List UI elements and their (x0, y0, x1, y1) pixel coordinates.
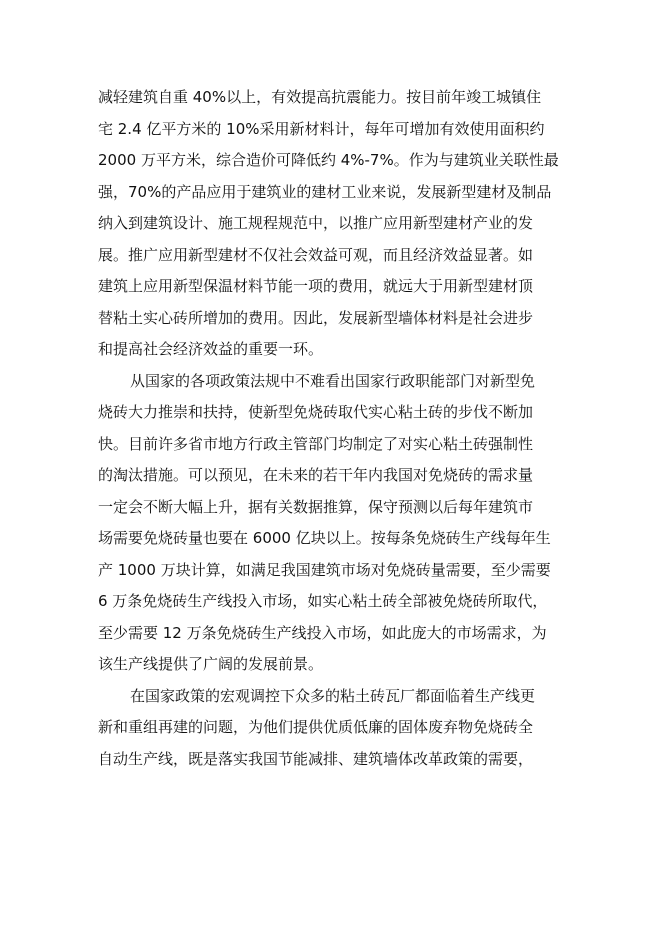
text-line: 强，70%的产品应用于建筑业的建材工业来说，发展新型建材及制品 (98, 182, 552, 201)
text-line: 减轻建筑自重 40%以上，有效提高抗震能力。按目前年竣工城镇住 (98, 88, 542, 106)
text-line: 自动生产线，既是落实我国节能减排、建筑墙体改革政策的需要， (98, 749, 534, 768)
text-line: 2000 万平方米，综合造价可降低约 4%-7%。作为与建筑业关联性最 (98, 151, 559, 169)
text-line: 产 1000 万块计算，如满足我国建筑市场对免烧砖量需要，至少需要 (98, 560, 551, 579)
text-line: 纳入到建筑设计、施工规程规范中，以推广应用新型建材产业的发 (98, 214, 534, 232)
paragraph-1 (98, 82, 568, 366)
paragraph-2 (98, 366, 568, 681)
text-line: 建筑上应用新型保温材料节能一项的费用，就远大于用新型建材顶 (98, 277, 534, 295)
text-line: 替粘土实心砖所增加的费用。因此，发展新型墙体材料是社会进步 (98, 308, 534, 327)
text-line: 展。推广应用新型建材不仅社会效益可观，而且经济效益显著。如 (98, 245, 534, 264)
text-line: 该生产线提供了广阔的发展前景。 (98, 655, 324, 673)
document-body (98, 82, 568, 775)
text-line: 的淘汰措施。可以预见，在未来的若干年内我国对免烧砖的需求量 (98, 466, 534, 484)
paragraph-3 (98, 681, 568, 776)
text-line: 至少需要 12 万条免烧砖生产线投入市场，如此庞大的市场需求，为 (98, 623, 547, 642)
text-line: 宅 2.4 亿平方米的 10%采用新材料计，每年可增加有效使用面积约 (98, 119, 545, 138)
text-line: 场需要免烧砖量也要在 6000 亿块以上。按每条免烧砖生产线每年生 (98, 529, 551, 547)
text-line: 在国家政策的宏观调控下众多的粘土砖瓦厂都面临着生产线更 (130, 686, 536, 705)
text-line: 新和重组再建的问题，为他们提供优质低廉的固体废弃物免烧砖全 (98, 718, 534, 736)
text-line: 和提高社会经济效益的重要一环。 (98, 340, 324, 358)
text-line: 烧砖大力推崇和扶持，使新型免烧砖取代实心粘土砖的步伐不断加 (98, 403, 534, 421)
text-line: 快。目前许多省市地方行政主管部门均制定了对实心粘土砖强制性 (98, 434, 534, 453)
text-line: 6 万条免烧砖生产线投入市场，如实心粘土砖全部被免烧砖所取代， (98, 592, 548, 610)
text-line: 一定会不断大幅上升，据有关数据推算，保守预测以后每年建筑市 (98, 497, 534, 516)
text-line: 从国家的各项政策法规中不难看出国家行政职能部门对新型免 (130, 371, 536, 390)
